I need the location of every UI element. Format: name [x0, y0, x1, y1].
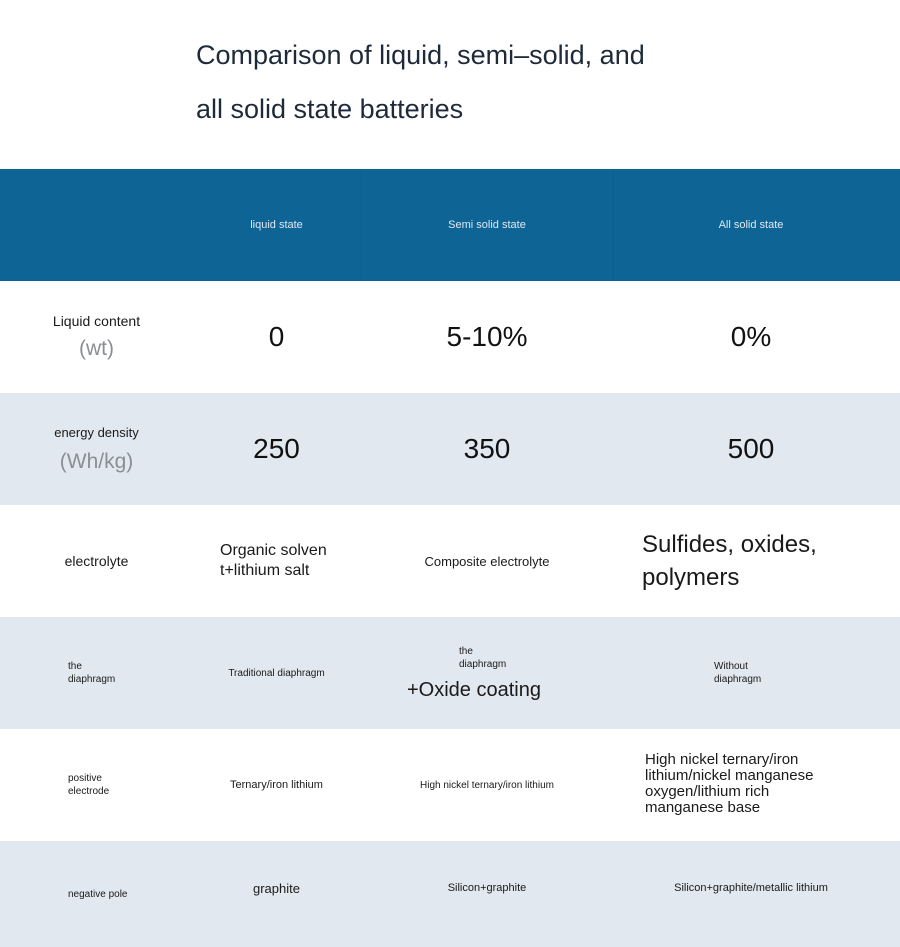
cell-all-solid-text: Sulfides, oxides, polymers [642, 531, 817, 591]
table-row-negative-pole [0, 841, 900, 947]
title-line-2: all solid state batteries [196, 94, 464, 124]
cell-semi-solid-line2: +Oxide coating [407, 678, 541, 701]
cell-liquid-text: Organic solvent+lithium salt [220, 542, 327, 579]
cell-liquid: Ternary/iron lithium [230, 779, 323, 791]
cell-semi-solid-line1: the diaphragm [459, 645, 507, 670]
row-label [0, 729, 193, 841]
cell-all-solid [614, 617, 900, 729]
row-label [0, 841, 193, 947]
row-label-unit: (wt) [79, 337, 114, 360]
row-label-unit: (Wh/kg) [59, 449, 134, 473]
cell-liquid [193, 505, 360, 617]
table-row-liquid-content [0, 281, 900, 393]
cell-semi-solid: 350 [463, 433, 511, 464]
cell-all-solid-text: Without diaphragm [714, 661, 762, 685]
title-line-1: Comparison of liquid, semi–solid, and [196, 40, 645, 70]
row-label-text: energy density [54, 424, 139, 440]
header-all-solid-state: All solid state [718, 219, 784, 231]
row-label-text: Liquid content [52, 313, 141, 329]
table-row-diaphragm [0, 617, 900, 729]
table-row-electrolyte [0, 505, 900, 617]
header-semi-solid-state: Semi solid state [448, 219, 526, 231]
cell-semi-solid: Silicon+graphite [447, 882, 527, 894]
cell-all-solid-text: High nickel ternary/iron lithium/nickel manganese oxygen/lithium rich manganese base [645, 751, 814, 816]
cell-all-solid: Silicon+graphite/metallic lithium [674, 882, 828, 894]
row-label [0, 393, 193, 505]
header-liquid-state: liquid state [250, 219, 303, 231]
cell-all-solid [614, 505, 900, 617]
row-label [0, 281, 193, 393]
row-label-text: negative pole [68, 888, 128, 900]
table-row-positive-electrode [0, 729, 900, 841]
cell-semi-solid [362, 617, 612, 729]
cell-all-solid: 500 [727, 433, 775, 464]
page-title [196, 28, 645, 136]
cell-liquid: graphite [253, 880, 300, 896]
cell-liquid: 0 [268, 321, 285, 352]
cell-all-solid: 0% [730, 321, 772, 352]
cell-semi-solid: Composite electrolyte [424, 553, 550, 569]
row-label [0, 617, 193, 729]
row-label: electrolyte [64, 553, 129, 569]
cell-liquid: Traditional diaphragm [228, 667, 325, 679]
cell-liquid: 250 [253, 433, 300, 464]
row-label-text: the diaphragm [68, 661, 116, 685]
cell-all-solid [614, 729, 900, 841]
table-row-energy-density [0, 393, 900, 505]
cell-semi-solid: High nickel ternary/iron lithium [420, 779, 554, 791]
table-header [0, 169, 900, 281]
cell-semi-solid: 5-10% [446, 321, 528, 352]
row-label-text: positive electrode [68, 773, 110, 797]
